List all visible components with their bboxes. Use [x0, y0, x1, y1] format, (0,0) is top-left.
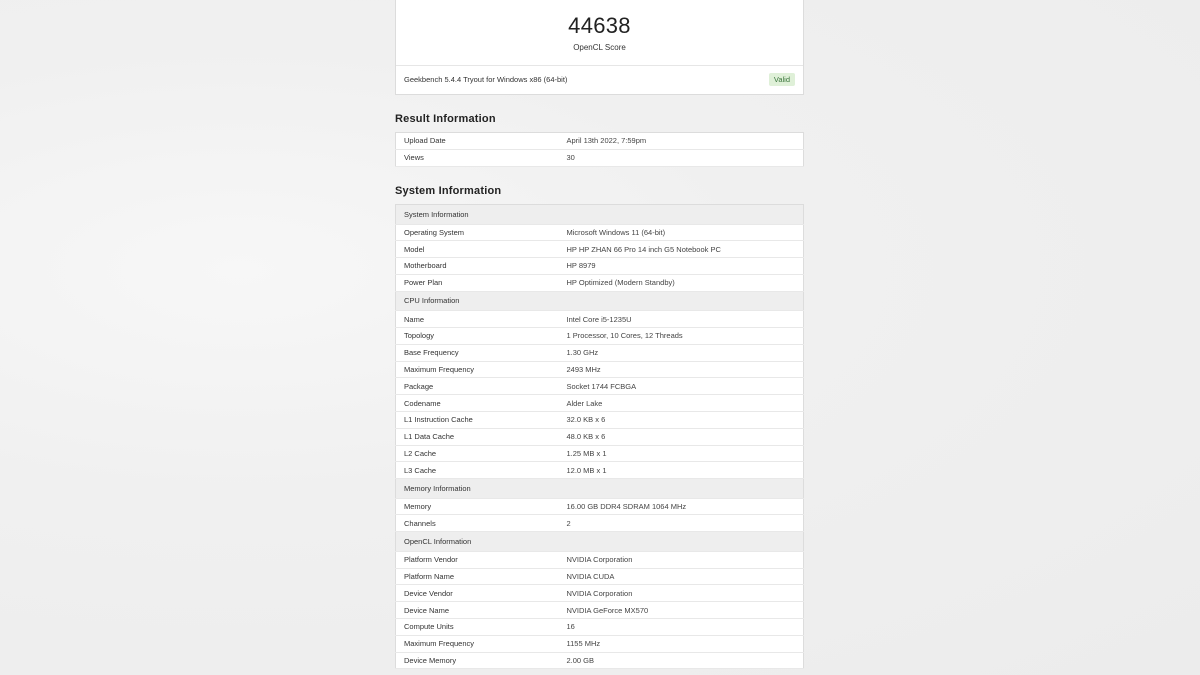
table-row: [396, 133, 804, 150]
row-value: 1 Processor, 10 Cores, 12 Threads: [559, 327, 804, 344]
row-value: Microsoft Windows 11 (64-bit): [559, 224, 804, 241]
result-information-table: [395, 132, 804, 167]
row-key: Operating System: [396, 224, 559, 241]
table-row: [396, 311, 804, 328]
table-row: [396, 224, 804, 241]
row-key: Device Vendor: [396, 585, 559, 602]
group-header: Memory Information: [396, 479, 804, 499]
table-row: [396, 462, 804, 479]
table-row: [396, 568, 804, 585]
table-row: [396, 498, 804, 515]
row-key: Platform Vendor: [396, 551, 559, 568]
opencl-score-value: 44638: [568, 13, 631, 38]
row-value: 1.30 GHz: [559, 344, 804, 361]
table-row: [396, 411, 804, 428]
row-key: Compute Units: [396, 618, 559, 635]
system-information-table: [395, 204, 804, 669]
group-header: CPU Information: [396, 291, 804, 311]
row-key: Power Plan: [396, 274, 559, 291]
table-row: [396, 585, 804, 602]
row-key: Platform Name: [396, 568, 559, 585]
group-header-row: [396, 205, 804, 225]
valid-badge: Valid: [769, 73, 795, 86]
result-information-title: Result Information: [395, 113, 496, 125]
opencl-score-label: OpenCL Score: [573, 43, 626, 52]
row-key: Memory: [396, 498, 559, 515]
row-key: L2 Cache: [396, 445, 559, 462]
row-value: Socket 1744 FCBGA: [559, 378, 804, 395]
table-row: [396, 361, 804, 378]
row-key: Topology: [396, 327, 559, 344]
row-key: Maximum Frequency: [396, 361, 559, 378]
table-row: [396, 241, 804, 258]
table-row: [396, 551, 804, 568]
table-row: [396, 344, 804, 361]
row-key: Base Frequency: [396, 344, 559, 361]
row-value: Intel Core i5-1235U: [559, 311, 804, 328]
table-row: [396, 149, 804, 166]
row-key: L1 Instruction Cache: [396, 411, 559, 428]
row-value: 30: [559, 149, 804, 166]
row-key: Channels: [396, 515, 559, 532]
table-row: [396, 515, 804, 532]
row-key: Codename: [396, 395, 559, 412]
table-row: [396, 635, 804, 652]
row-key: Upload Date: [396, 133, 559, 150]
group-header: OpenCL Information: [396, 532, 804, 552]
row-value: Alder Lake: [559, 395, 804, 412]
row-key: Device Name: [396, 602, 559, 619]
table-row: [396, 395, 804, 412]
row-key: Name: [396, 311, 559, 328]
content-column: [395, 0, 804, 665]
group-header-row: [396, 532, 804, 552]
table-row: [396, 378, 804, 395]
row-key: L1 Data Cache: [396, 428, 559, 445]
geekbench-version: Geekbench 5.4.4 Tryout for Windows x86 (64-bit): [404, 75, 568, 84]
row-value: HP HP ZHAN 66 Pro 14 inch G5 Notebook PC: [559, 241, 804, 258]
row-value: 1.25 MB x 1: [559, 445, 804, 462]
table-row: [396, 258, 804, 275]
row-value: NVIDIA GeForce MX570: [559, 602, 804, 619]
table-row: [396, 602, 804, 619]
row-value: NVIDIA Corporation: [559, 551, 804, 568]
row-value: 2493 MHz: [559, 361, 804, 378]
row-value: 2.00 GB: [559, 652, 804, 669]
row-value: 2: [559, 515, 804, 532]
row-value: HP Optimized (Modern Standby): [559, 274, 804, 291]
table-row: [396, 618, 804, 635]
system-information-title: System Information: [395, 185, 502, 197]
score-footer: [396, 65, 803, 94]
row-key: Motherboard: [396, 258, 559, 275]
score-card: [395, 0, 804, 95]
table-row: [396, 652, 804, 669]
row-value: 12.0 MB x 1: [559, 462, 804, 479]
group-header-row: [396, 479, 804, 499]
row-key: L3 Cache: [396, 462, 559, 479]
row-key: Model: [396, 241, 559, 258]
row-value: April 13th 2022, 7:59pm: [559, 133, 804, 150]
row-value: 1155 MHz: [559, 635, 804, 652]
row-value: 32.0 KB x 6: [559, 411, 804, 428]
row-value: 48.0 KB x 6: [559, 428, 804, 445]
table-row: [396, 445, 804, 462]
row-value: 16.00 GB DDR4 SDRAM 1064 MHz: [559, 498, 804, 515]
row-key: Device Memory: [396, 652, 559, 669]
group-header-row: [396, 291, 804, 311]
row-key: Maximum Frequency: [396, 635, 559, 652]
row-value: NVIDIA CUDA: [559, 568, 804, 585]
row-value: NVIDIA Corporation: [559, 585, 804, 602]
row-value: 16: [559, 618, 804, 635]
group-header: System Information: [396, 205, 804, 225]
row-value: HP 8979: [559, 258, 804, 275]
row-key: Package: [396, 378, 559, 395]
table-row: [396, 274, 804, 291]
table-row: [396, 327, 804, 344]
table-row: [396, 428, 804, 445]
row-key: Views: [396, 149, 559, 166]
